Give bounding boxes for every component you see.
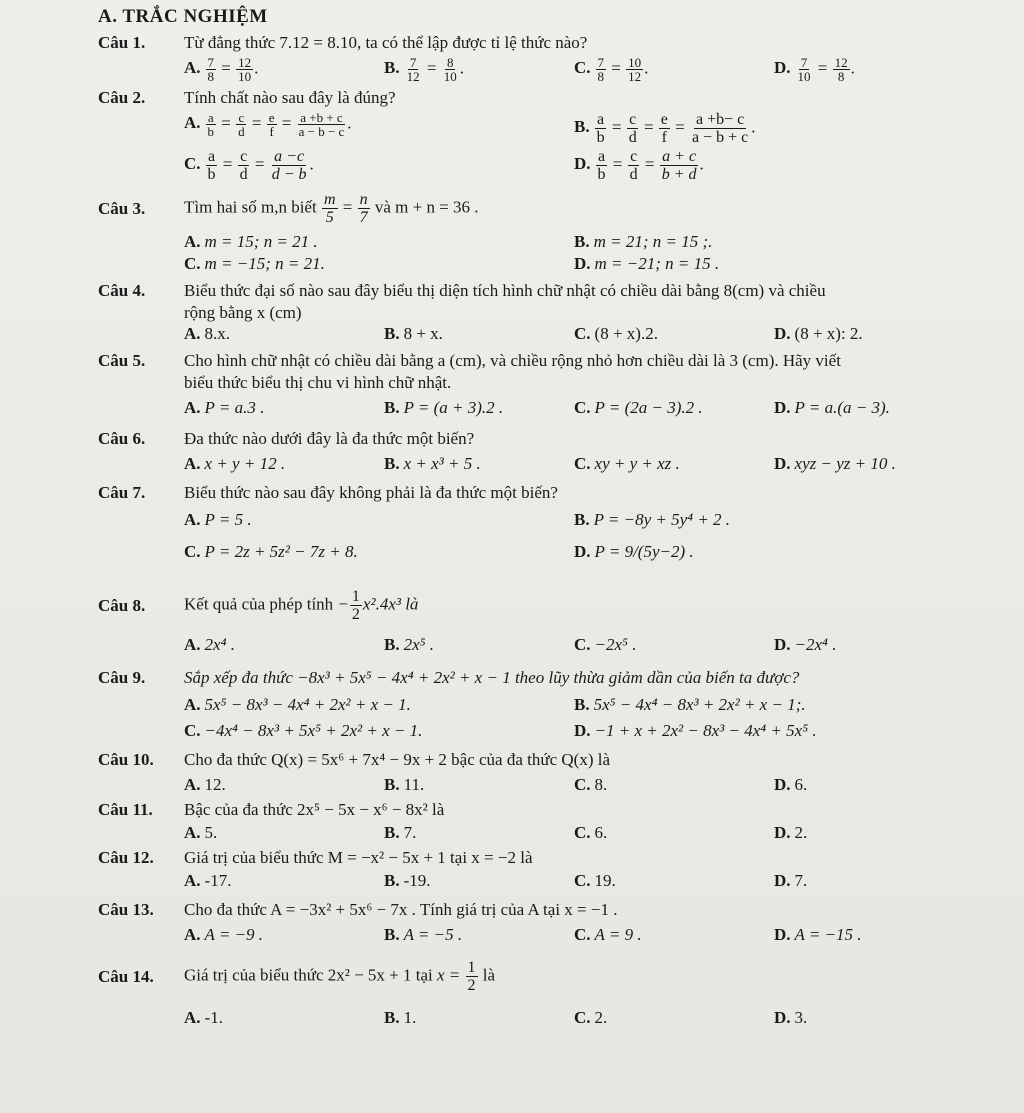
options	[100, 111, 994, 146]
question-number: Câu 11.	[98, 800, 153, 819]
question-number: Câu 12.	[98, 848, 154, 867]
option-c: C. (8 + x).2.	[574, 324, 658, 343]
option-d: D. m = −21; n = 15 .	[574, 254, 720, 273]
option-b: B. x + x³ + 5 .	[384, 454, 481, 473]
question-text: Cho đa thức A = −3x² + 5x⁶ − 7x . Tính giá trị của A tại x = −1 .	[184, 900, 618, 919]
options	[100, 454, 994, 474]
option-b: B. -19.	[384, 871, 431, 890]
question-8	[100, 588, 994, 655]
options	[100, 695, 994, 715]
option-a: A. P = a.3 .	[184, 398, 265, 417]
option-d: D. A = −15 .	[774, 925, 862, 944]
options	[100, 324, 994, 344]
question-10	[100, 749, 994, 795]
question-number: Câu 4.	[98, 281, 146, 300]
question-number: Câu 9.	[98, 668, 146, 687]
question-number: Câu 1.	[98, 33, 146, 52]
option-d: D. 3.	[774, 1008, 808, 1027]
option-d: D. 2.	[774, 823, 808, 842]
option-d: D. −1 + x + 2x² − 8x³ − 4x⁴ + 5x⁵ .	[574, 721, 817, 740]
question-text: Cho hình chữ nhật có chiều dài bằng a (cm), và chiều rộng nhỏ hơn chiều dài là 3 (cm). Hãy viết	[184, 351, 841, 370]
question-9	[100, 667, 994, 741]
question-text: Từ đẳng thức 7.12 = 8.10, ta có thể lập được tỉ lệ thức nào?	[184, 33, 588, 52]
question-text-continued: biểu thức biểu thị chu vi hình chữ nhật.	[184, 373, 452, 392]
option-b: B. $\frac{7}{12}$ = $\frac{8}{10}$ .	[384, 55, 464, 84]
option-b: B. 7.	[384, 823, 417, 842]
question-text: Cho đa thức Q(x) = 5x⁶ + 7x⁴ − 9x + 2 bậc của đa thức Q(x) là	[184, 750, 610, 769]
option-b: B. P = −8y + 5y⁴ + 2 .	[574, 510, 731, 529]
question-text: Đa thức nào dưới đây là đa thức một biến?	[184, 429, 475, 448]
question-number: Câu 10.	[98, 750, 154, 769]
question-number: Câu 6.	[98, 429, 146, 448]
question-text: Giá trị của biểu thức 2x² − 5x + 1 tại x = $\frac{1}{2}$ là	[184, 959, 496, 994]
options	[100, 56, 994, 83]
question-number: Câu 5.	[98, 351, 146, 370]
question-number: Câu 7.	[98, 483, 146, 502]
option-d: D. P = a.(a − 3).	[774, 398, 890, 417]
option-d: D. P = 9/(5y−2) .	[574, 542, 694, 561]
option-c: C. 2.	[574, 1008, 608, 1027]
option-a: A. A = −9 .	[184, 925, 264, 944]
option-c: C. $\frac{a}{b}$ = $\frac{c}{d}$ = $\frac{a -c}{d - b}$ .	[184, 148, 314, 183]
option-c: C. P = 2z + 5z² − 7z + 8.	[184, 542, 358, 561]
question-text: Biểu thức nào sau đây không phải là đa thức một biến?	[184, 483, 558, 502]
option-a: A. 2x⁴ .	[184, 635, 235, 654]
option-a: A. 8.x.	[184, 324, 231, 343]
option-d: D. xyz − yz + 10 .	[774, 454, 896, 473]
options	[100, 254, 994, 274]
options	[100, 1008, 994, 1028]
option-a: A. $\frac{7}{8}$ = $\frac{12}{10}$ .	[184, 55, 259, 84]
option-c: C. −2x⁵ .	[574, 635, 637, 654]
question-text: Giá trị của biểu thức M = −x² − 5x + 1 tại x = −2 là	[184, 848, 533, 867]
question-13	[100, 899, 994, 945]
question-text: Tính chất nào sau đây là đúng?	[184, 88, 396, 107]
option-c: C. m = −15; n = 21.	[184, 254, 325, 273]
option-a: A. x + y + 12 .	[184, 454, 286, 473]
option-c: C. P = (2a − 3).2 .	[574, 398, 703, 417]
question-number: Câu 14.	[98, 966, 154, 986]
question-11	[100, 799, 994, 843]
option-a: A. m = 15; n = 21 .	[184, 232, 318, 251]
options	[100, 510, 994, 530]
question-5	[100, 350, 994, 418]
question-2	[100, 87, 994, 183]
options	[100, 542, 994, 562]
options	[100, 398, 994, 418]
question-text: Kết quả của phép tính − $\frac{1}{2}$ x².4x³ là	[184, 588, 419, 623]
options	[100, 823, 994, 843]
question-4	[100, 280, 994, 344]
question-number: Câu 3.	[98, 198, 146, 218]
question-text: Tìm hai số m,n biết $\frac{m}{5}$ = $\frac{n}{7}$ và m + n = 36 .	[184, 191, 479, 226]
section-heading: A. TRẮC NGHIỆM	[98, 6, 268, 27]
question-number: Câu 8.	[98, 595, 146, 615]
question-14	[100, 959, 994, 1028]
option-b: B. 11.	[384, 775, 425, 794]
question-7	[100, 482, 994, 562]
option-b: B. m = 21; n = 15 ;.	[574, 232, 713, 251]
option-a: A. 12.	[184, 775, 226, 794]
option-d: D. 7.	[774, 871, 808, 890]
option-c: C. A = 9 .	[574, 925, 642, 944]
options	[100, 925, 994, 945]
option-b: B. $\frac{a}{b}$ = $\frac{c}{d}$ = $\frac{e}{f}$ = $\frac{a +b- c}{a - b + c}$ .	[574, 111, 756, 146]
question-12	[100, 847, 994, 891]
question-1	[100, 32, 994, 83]
option-a: A. 5.	[184, 823, 218, 842]
options	[100, 775, 994, 795]
question-text-continued: rộng bằng x (cm)	[184, 303, 302, 322]
option-a: A. 5x⁵ − 8x³ − 4x⁴ + 2x² + x − 1.	[184, 695, 411, 714]
option-d: D. (8 + x): 2.	[774, 324, 863, 343]
option-d: D. $\frac{a}{b}$ = $\frac{c}{d}$ = $\frac{a + c}{b + d}$ .	[574, 148, 704, 183]
option-a: A. -1.	[184, 1008, 223, 1027]
options	[100, 148, 994, 183]
question-number: Câu 2.	[98, 88, 146, 107]
options	[100, 721, 994, 741]
option-c: C. $\frac{7}{8}$ = $\frac{10}{12}$ .	[574, 55, 649, 84]
options	[100, 871, 994, 891]
option-c: C. 8.	[574, 775, 608, 794]
question-3	[100, 191, 994, 274]
option-b: B. 5x⁵ − 4x⁴ − 8x³ + 2x² + x − 1;.	[574, 695, 806, 714]
option-d: D. 6.	[774, 775, 808, 794]
question-number: Câu 13.	[98, 900, 154, 919]
option-a: A. -17.	[184, 871, 232, 890]
option-c: C. xy + y + xz .	[574, 454, 680, 473]
option-c: C. −4x⁴ − 8x³ + 5x⁵ + 2x² + x − 1.	[184, 721, 423, 740]
question-6	[100, 428, 994, 474]
option-c: C. 19.	[574, 871, 616, 890]
option-b: B. 2x⁵ .	[384, 635, 435, 654]
option-b: B. 1.	[384, 1008, 417, 1027]
option-c: C. 6.	[574, 823, 608, 842]
option-d: D. −2x⁴ .	[774, 635, 837, 654]
option-b: B. 8 + x.	[384, 324, 443, 343]
question-text: Sắp xếp đa thức −8x³ + 5x⁵ − 4x⁴ + 2x² + x − 1 theo lũy thừa giảm dần của biến ta được?	[184, 668, 800, 687]
option-a: A. $\frac{a}{b}$ = $\frac{c}{d}$ = $\frac{e}{f}$ = $\frac{a +b + c}{a - b - c}$ .	[184, 110, 352, 139]
question-text: Biểu thức đại số nào sau đây biểu thị diện tích hình chữ nhật có chiều dài bằng 8(cm) và chiều	[184, 281, 826, 300]
question-text: Bậc của đa thức 2x⁵ − 5x − x⁶ − 8x² là	[184, 800, 445, 819]
options	[100, 635, 994, 655]
option-b: B. A = −5 .	[384, 925, 463, 944]
option-a: A. P = 5 .	[184, 510, 252, 529]
options	[100, 232, 994, 252]
option-b: B. P = (a + 3).2 .	[384, 398, 504, 417]
option-d: D. $\frac{7}{10}$ = $\frac{12}{8}$ .	[774, 55, 855, 84]
